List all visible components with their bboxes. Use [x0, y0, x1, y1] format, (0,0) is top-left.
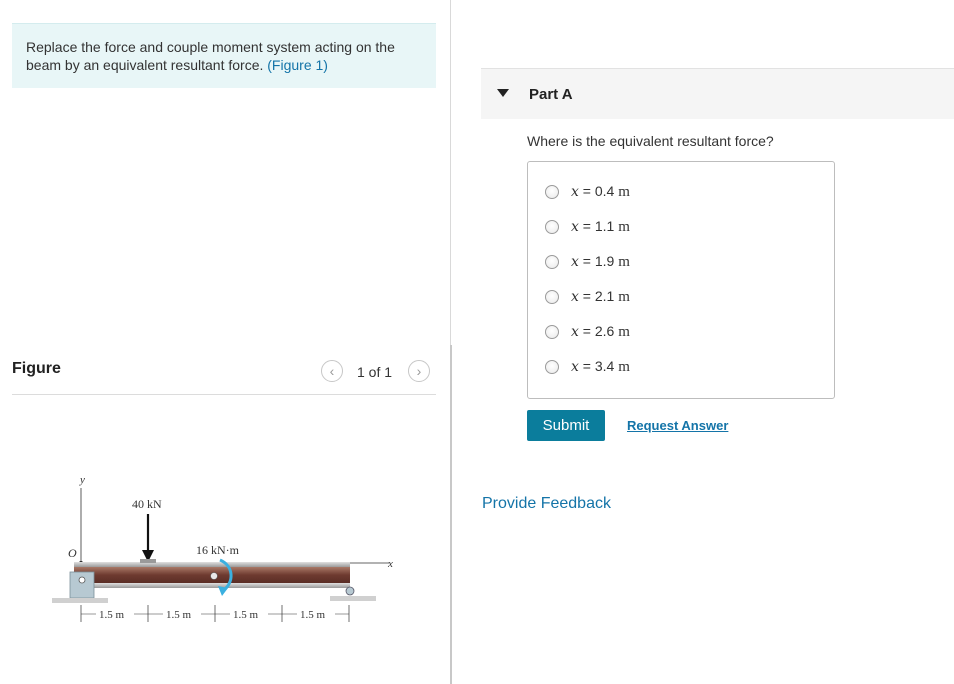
option-unit: m: [618, 289, 630, 305]
radio-button[interactable]: [545, 290, 559, 304]
figure-title: Figure: [12, 360, 61, 377]
right-ground: [330, 596, 376, 601]
dim-label-0: 1.5 m: [99, 609, 125, 621]
left-support: [70, 572, 94, 598]
moment-point: [211, 573, 218, 580]
option-label: [571, 253, 630, 271]
figure-counter: 1 of 1: [357, 364, 393, 380]
option-unit: m: [618, 184, 630, 200]
option-var: x: [571, 184, 579, 200]
option-value: = 1.1: [578, 218, 619, 234]
problem-text: Replace the force and couple moment system acting on the beam by an equivalent resultant force.: [26, 39, 395, 73]
moment-label: 16 kN·m: [196, 543, 239, 557]
radio-button[interactable]: [545, 325, 559, 339]
option-value: = 1.9: [578, 253, 619, 269]
left-ground: [52, 598, 108, 603]
option-0[interactable]: [545, 182, 630, 202]
option-value: = 2.1: [578, 288, 619, 304]
option-unit: m: [618, 254, 630, 270]
radio-button[interactable]: [545, 220, 559, 234]
option-label: [571, 218, 630, 236]
option-value: = 0.4: [578, 183, 619, 199]
option-5[interactable]: [545, 357, 630, 377]
left-panel: [0, 0, 450, 684]
beam-figure: [44, 470, 400, 630]
dim-label-3: 1.5 m: [300, 609, 326, 621]
option-unit: m: [618, 219, 630, 235]
figure-link[interactable]: (Figure 1): [267, 57, 328, 73]
prev-figure-button[interactable]: [321, 360, 343, 382]
force-label: 40 kN: [132, 497, 162, 511]
option-value: = 3.4: [578, 358, 619, 374]
caret-down-icon[interactable]: [497, 89, 509, 97]
beam-top-flange: [74, 562, 350, 567]
radio-button[interactable]: [545, 360, 559, 374]
radio-button[interactable]: [545, 185, 559, 199]
option-var: x: [571, 254, 579, 270]
option-label: [571, 323, 630, 341]
next-figure-button[interactable]: [408, 360, 430, 382]
request-answer-link[interactable]: Request Answer: [627, 418, 729, 433]
panel-divider-lower: [450, 345, 452, 684]
right-roller: [346, 587, 354, 595]
option-label: [571, 288, 630, 306]
radio-button[interactable]: [545, 255, 559, 269]
option-value: = 2.6: [578, 323, 619, 339]
option-unit: m: [618, 324, 630, 340]
dim-label-1: 1.5 m: [166, 609, 192, 621]
option-1[interactable]: [545, 217, 630, 237]
part-title: Part A: [529, 86, 573, 103]
option-var: x: [571, 324, 579, 340]
left-pin: [79, 577, 85, 583]
provide-feedback-link[interactable]: Provide Feedback: [482, 495, 611, 512]
option-label: [571, 183, 630, 201]
submit-button[interactable]: Submit: [527, 410, 605, 441]
x-axis-label: x: [388, 558, 393, 570]
option-var: x: [571, 289, 579, 305]
option-var: x: [571, 219, 579, 235]
option-var: x: [571, 359, 579, 375]
origin-label: O: [68, 546, 77, 560]
problem-statement: [12, 23, 436, 88]
chevron-left-icon: ‹: [329, 363, 335, 379]
question-text: Where is the equivalent resultant force?: [527, 133, 774, 149]
answer-options: [527, 161, 835, 399]
option-3[interactable]: [545, 287, 630, 307]
option-label: [571, 358, 630, 376]
y-axis-label: y: [80, 474, 85, 486]
force-plate: [140, 559, 156, 563]
beam-diagram: [44, 470, 400, 630]
part-a-header[interactable]: [481, 68, 954, 119]
dim-label-2: 1.5 m: [233, 609, 259, 621]
option-4[interactable]: [545, 322, 630, 342]
option-unit: m: [618, 359, 630, 375]
figure-header: [12, 356, 436, 395]
chevron-right-icon: ›: [416, 363, 422, 379]
option-2[interactable]: [545, 252, 630, 272]
beam-bottom-flange: [74, 583, 350, 588]
